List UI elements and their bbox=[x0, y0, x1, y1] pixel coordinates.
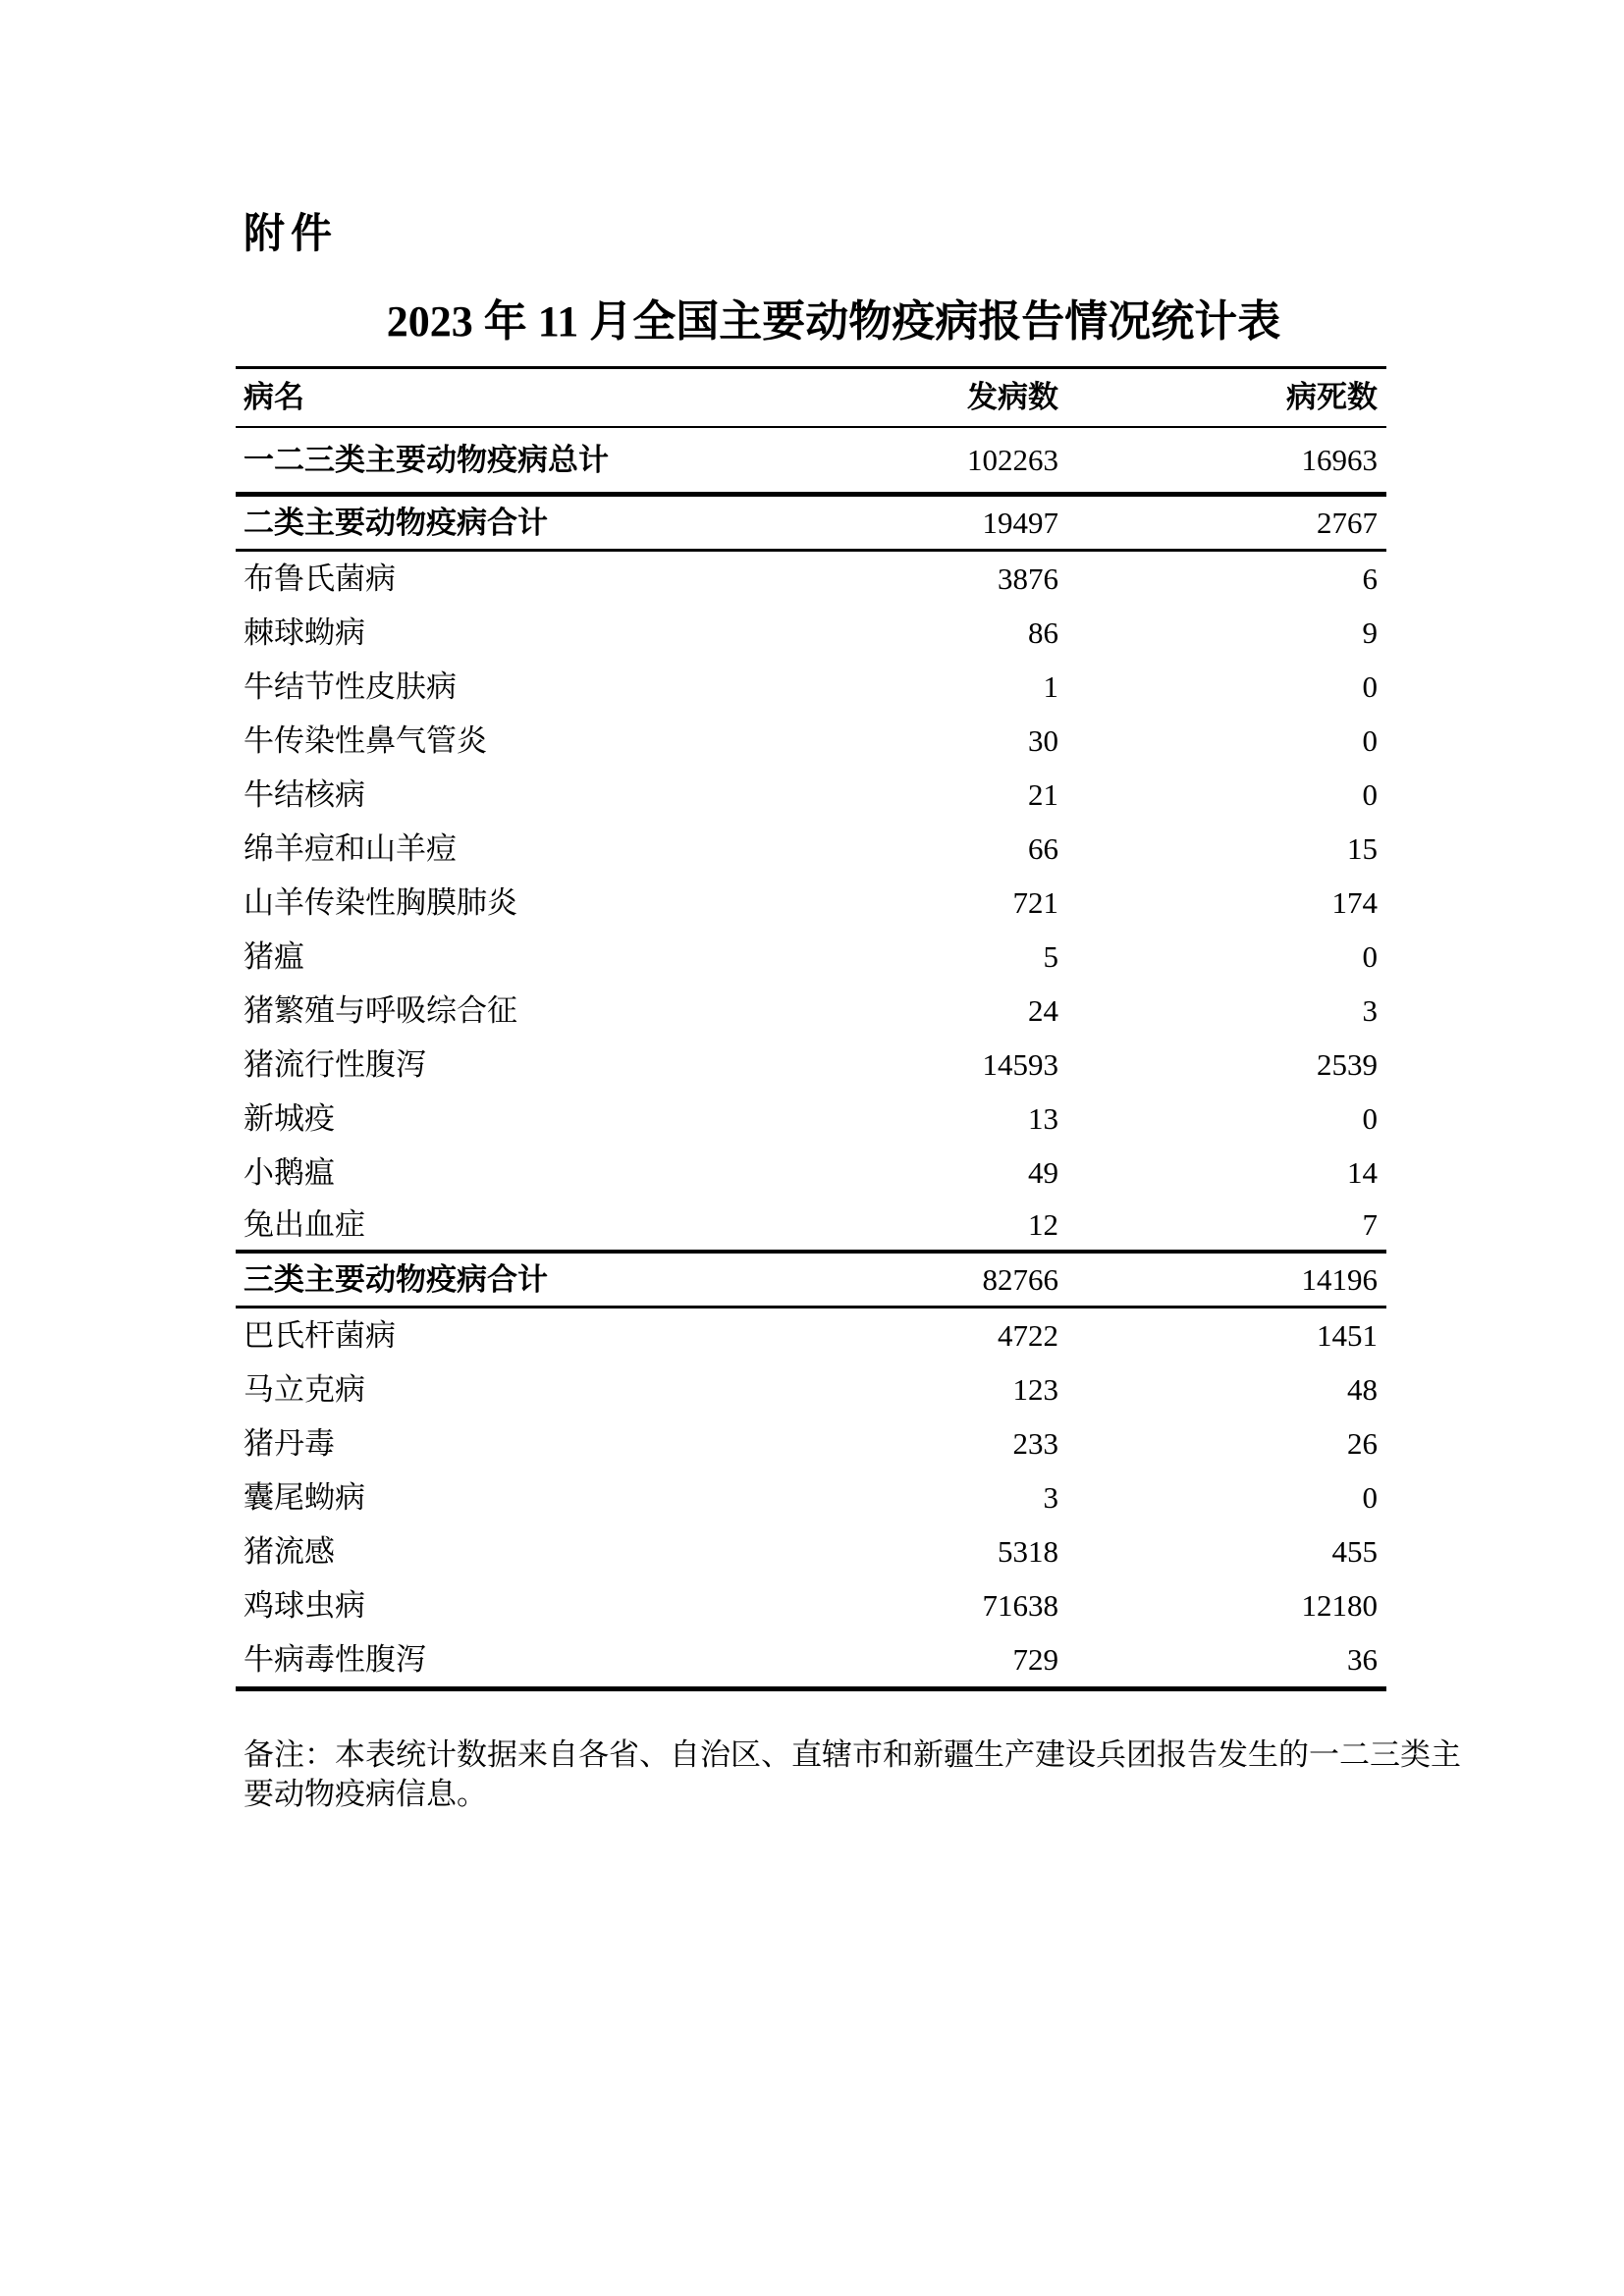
deaths-value: 7 bbox=[1362, 1206, 1378, 1242]
disease-name: 三类主要动物疫病合计 bbox=[244, 1261, 548, 1297]
table-row-class2-subtotal bbox=[236, 497, 1386, 552]
cases-value: 14593 bbox=[982, 1046, 1058, 1082]
disease-name: 兔出血症 bbox=[244, 1206, 365, 1242]
deaths-value: 9 bbox=[1362, 614, 1378, 650]
deaths-value: 36 bbox=[1347, 1641, 1378, 1677]
disease-name: 新城疫 bbox=[244, 1100, 335, 1136]
cases-value: 233 bbox=[1012, 1425, 1058, 1461]
table-row bbox=[236, 1578, 1386, 1632]
deaths-value: 0 bbox=[1362, 938, 1378, 974]
column-header-cases: 发病数 bbox=[967, 380, 1058, 414]
cases-value: 30 bbox=[1028, 722, 1058, 758]
disease-name: 猪繁殖与呼吸综合征 bbox=[244, 992, 517, 1028]
deaths-value: 15 bbox=[1347, 830, 1378, 866]
cases-value: 4722 bbox=[998, 1317, 1058, 1353]
cases-value: 82766 bbox=[982, 1261, 1058, 1297]
cases-value: 86 bbox=[1028, 614, 1058, 650]
table-row bbox=[236, 1416, 1386, 1470]
deaths-value: 455 bbox=[1331, 1533, 1378, 1569]
disease-name: 绵羊痘和山羊痘 bbox=[244, 830, 457, 866]
footnote-line: 要动物疫病信息。 bbox=[244, 1777, 487, 1811]
statistics-table bbox=[236, 366, 1386, 1691]
table-row bbox=[236, 1362, 1386, 1416]
table-header-row bbox=[236, 369, 1386, 428]
table-row bbox=[236, 1092, 1386, 1146]
deaths-value: 26 bbox=[1347, 1425, 1378, 1461]
disease-name: 牛传染性鼻气管炎 bbox=[244, 722, 487, 758]
table-row bbox=[236, 1308, 1386, 1362]
disease-name: 马立克病 bbox=[244, 1371, 365, 1407]
cases-value: 21 bbox=[1028, 776, 1058, 812]
cases-value: 123 bbox=[1012, 1371, 1058, 1407]
disease-name: 二类主要动物疫病合计 bbox=[244, 505, 548, 540]
disease-name: 一二三类主要动物疫病总计 bbox=[244, 442, 609, 477]
table-row bbox=[236, 1632, 1386, 1686]
disease-name: 布鲁氏菌病 bbox=[244, 561, 396, 596]
deaths-value: 3 bbox=[1362, 992, 1378, 1028]
deaths-value: 16963 bbox=[1301, 442, 1378, 477]
deaths-value: 14 bbox=[1347, 1154, 1378, 1190]
disease-name: 猪流感 bbox=[244, 1533, 335, 1569]
column-header-disease: 病名 bbox=[244, 380, 304, 414]
cases-value: 19497 bbox=[982, 505, 1058, 540]
cases-value: 729 bbox=[1012, 1641, 1058, 1677]
attachment-label: 附件 bbox=[244, 210, 339, 256]
deaths-value: 1451 bbox=[1317, 1317, 1378, 1353]
disease-name: 牛结节性皮肤病 bbox=[244, 668, 457, 704]
deaths-value: 0 bbox=[1362, 722, 1378, 758]
column-header-deaths: 病死数 bbox=[1286, 380, 1378, 414]
cases-value: 1 bbox=[1043, 668, 1058, 704]
cases-value: 24 bbox=[1028, 992, 1058, 1028]
table-row bbox=[236, 714, 1386, 768]
disease-name: 牛结核病 bbox=[244, 776, 365, 812]
disease-name: 牛病毒性腹泻 bbox=[244, 1641, 426, 1677]
deaths-value: 2767 bbox=[1317, 505, 1378, 540]
table-row bbox=[236, 930, 1386, 984]
disease-name: 猪丹毒 bbox=[244, 1425, 335, 1461]
deaths-value: 2539 bbox=[1317, 1046, 1378, 1082]
disease-name: 囊尾蚴病 bbox=[244, 1479, 365, 1515]
deaths-value: 0 bbox=[1362, 1479, 1378, 1515]
table-row bbox=[236, 984, 1386, 1038]
cases-value: 66 bbox=[1028, 830, 1058, 866]
table-row-grand-total bbox=[236, 428, 1386, 497]
cases-value: 49 bbox=[1028, 1154, 1058, 1190]
cases-value: 102263 bbox=[967, 442, 1058, 477]
cases-value: 5 bbox=[1043, 938, 1058, 974]
disease-name: 小鹅瘟 bbox=[244, 1154, 335, 1190]
table-row bbox=[236, 876, 1386, 930]
table-row bbox=[236, 1524, 1386, 1578]
footnote-line: 备注：本表统计数据来自各省、自治区、直辖市和新疆生产建设兵团报告发生的一二三类主 bbox=[244, 1737, 1461, 1772]
cases-value: 12 bbox=[1028, 1206, 1058, 1242]
disease-name: 棘球蚴病 bbox=[244, 614, 365, 650]
cases-value: 721 bbox=[1012, 884, 1058, 920]
disease-name: 猪瘟 bbox=[244, 938, 304, 974]
table-row bbox=[236, 552, 1386, 606]
deaths-value: 0 bbox=[1362, 668, 1378, 704]
deaths-value: 0 bbox=[1362, 1100, 1378, 1136]
footnote bbox=[244, 1735, 1461, 1814]
deaths-value: 0 bbox=[1362, 776, 1378, 812]
deaths-value: 48 bbox=[1347, 1371, 1378, 1407]
deaths-value: 174 bbox=[1331, 884, 1378, 920]
deaths-value: 12180 bbox=[1301, 1587, 1378, 1623]
table-row bbox=[236, 768, 1386, 822]
table-row bbox=[236, 822, 1386, 876]
table-row bbox=[236, 660, 1386, 714]
page-title: 2023 年 11 月全国主要动物疫病报告情况统计表 bbox=[386, 297, 1281, 346]
disease-name: 山羊传染性胸膜肺炎 bbox=[244, 884, 517, 920]
deaths-value: 14196 bbox=[1301, 1261, 1378, 1297]
cases-value: 5318 bbox=[998, 1533, 1058, 1569]
table-row bbox=[236, 1200, 1386, 1254]
deaths-value: 6 bbox=[1362, 561, 1378, 596]
disease-name: 鸡球虫病 bbox=[244, 1587, 365, 1623]
table-row bbox=[236, 606, 1386, 660]
table-row bbox=[236, 1470, 1386, 1524]
cases-value: 13 bbox=[1028, 1100, 1058, 1136]
disease-name: 猪流行性腹泻 bbox=[244, 1046, 426, 1082]
table-row bbox=[236, 1038, 1386, 1092]
table-row-class3-subtotal bbox=[236, 1254, 1386, 1308]
cases-value: 71638 bbox=[982, 1587, 1058, 1623]
cases-value: 3 bbox=[1043, 1479, 1058, 1515]
table-row bbox=[236, 1146, 1386, 1200]
cases-value: 3876 bbox=[998, 561, 1058, 596]
disease-name: 巴氏杆菌病 bbox=[244, 1317, 396, 1353]
